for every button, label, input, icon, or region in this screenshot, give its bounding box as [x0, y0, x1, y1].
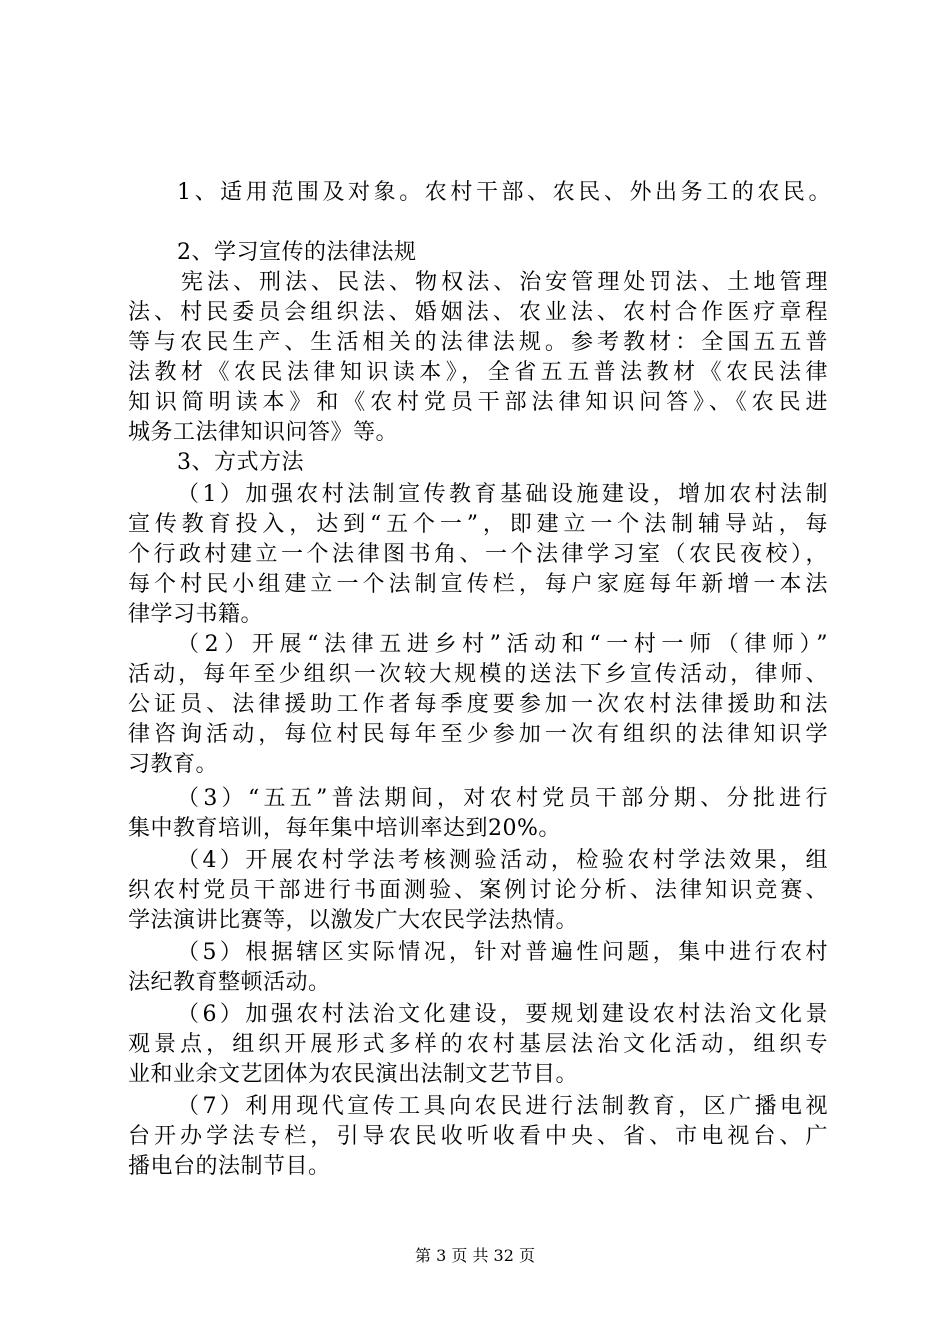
text-line: 台开办学法专栏，引导农民收听收看中央、省、市电视台、广 [128, 1124, 828, 1149]
text-line: （2）开展“法律五进乡村”活动和“一村一师（律师）” [177, 632, 828, 657]
text-line: 每个村民小组建立一个法制宣传栏，每户家庭每年新增一本法 [128, 572, 828, 597]
text-line: （6）加强农村法治文化建设，要规划建设农村法治文化景 [177, 1002, 828, 1027]
text-line: 个行政村建立一个法律图书角、一个法律学习室（农民夜校）， [128, 542, 828, 567]
text-line: 业和业余文艺团体为农民演出法制文艺节目。 [128, 1062, 579, 1087]
text-line: （1）加强农村法制宣传教育基础设施建设，增加农村法制 [177, 482, 828, 507]
text-line: （5）根据辖区实际情况，针对普遍性问题，集中进行农村 [177, 940, 828, 965]
page-number: 第 3 页 共 32 页 [415, 1246, 535, 1265]
text-line: 活动，每年至少组织一次较大规模的送法下乡宣传活动，律师、 [128, 662, 828, 687]
text-line: （4）开展农村学法考核测验活动，检验农村学法效果，组 [177, 848, 828, 873]
text-line: 宪法、刑法、民法、物权法、治安管理处罚法、土地管理 [181, 270, 828, 295]
text-line: 法教材《农民法律知识读本》，全省五五普法教材《农民法律 [128, 360, 828, 385]
text-line: 律学习书籍。 [128, 602, 264, 627]
text-line: 2、学习宣传的法律法规 [177, 240, 417, 265]
text-line: （7）利用现代宣传工具向农民进行法制教育，区广播电视 [177, 1094, 828, 1119]
text-line: 习教育。 [128, 752, 219, 777]
text-line: 播电台的法制节目。 [128, 1154, 331, 1179]
text-line: 等与农民生产、生活相关的法律法规。参考教材：全国五五普 [128, 330, 828, 355]
text-line: （3）“五五”普法期间，对农村党员干部分期、分批进行 [177, 786, 828, 811]
text-line: 织农村党员干部进行书面测验、案例讨论分析、法律知识竞赛、 [128, 878, 828, 903]
text-line: 律咨询活动，每位村民每年至少参加一次有组织的法律知识学 [128, 722, 828, 747]
text-line: 城务工法律知识问答》等。 [128, 420, 399, 445]
text-line: 1、适用范围及对象。农村干部、农民、外出务工的农民。 [177, 180, 831, 205]
text-line: 法纪教育整顿活动。 [128, 970, 331, 995]
text-line: 学法演讲比赛等，以激发广大农民学法热情。 [128, 908, 579, 933]
text-line: 集中教育培训，每年集中培训率达到20%。 [128, 816, 561, 841]
section-heading: 3、方式方法 [177, 450, 304, 475]
text-line: 观景点，组织开展形式多样的农村基层法治文化活动，组织专 [128, 1032, 828, 1057]
text-line: 公证员、法律援助工作者每季度要参加一次农村法律援助和法 [128, 692, 828, 717]
text-line: 宣传教育投入，达到“五个一”，即建立一个法制辅导站，每 [128, 512, 828, 537]
text-line: 知识简明读本》和《农村党员干部法律知识问答》、《农民进 [128, 390, 828, 415]
text-line: 法、村民委员会组织法、婚姻法、农业法、农村合作医疗章程 [128, 300, 828, 325]
